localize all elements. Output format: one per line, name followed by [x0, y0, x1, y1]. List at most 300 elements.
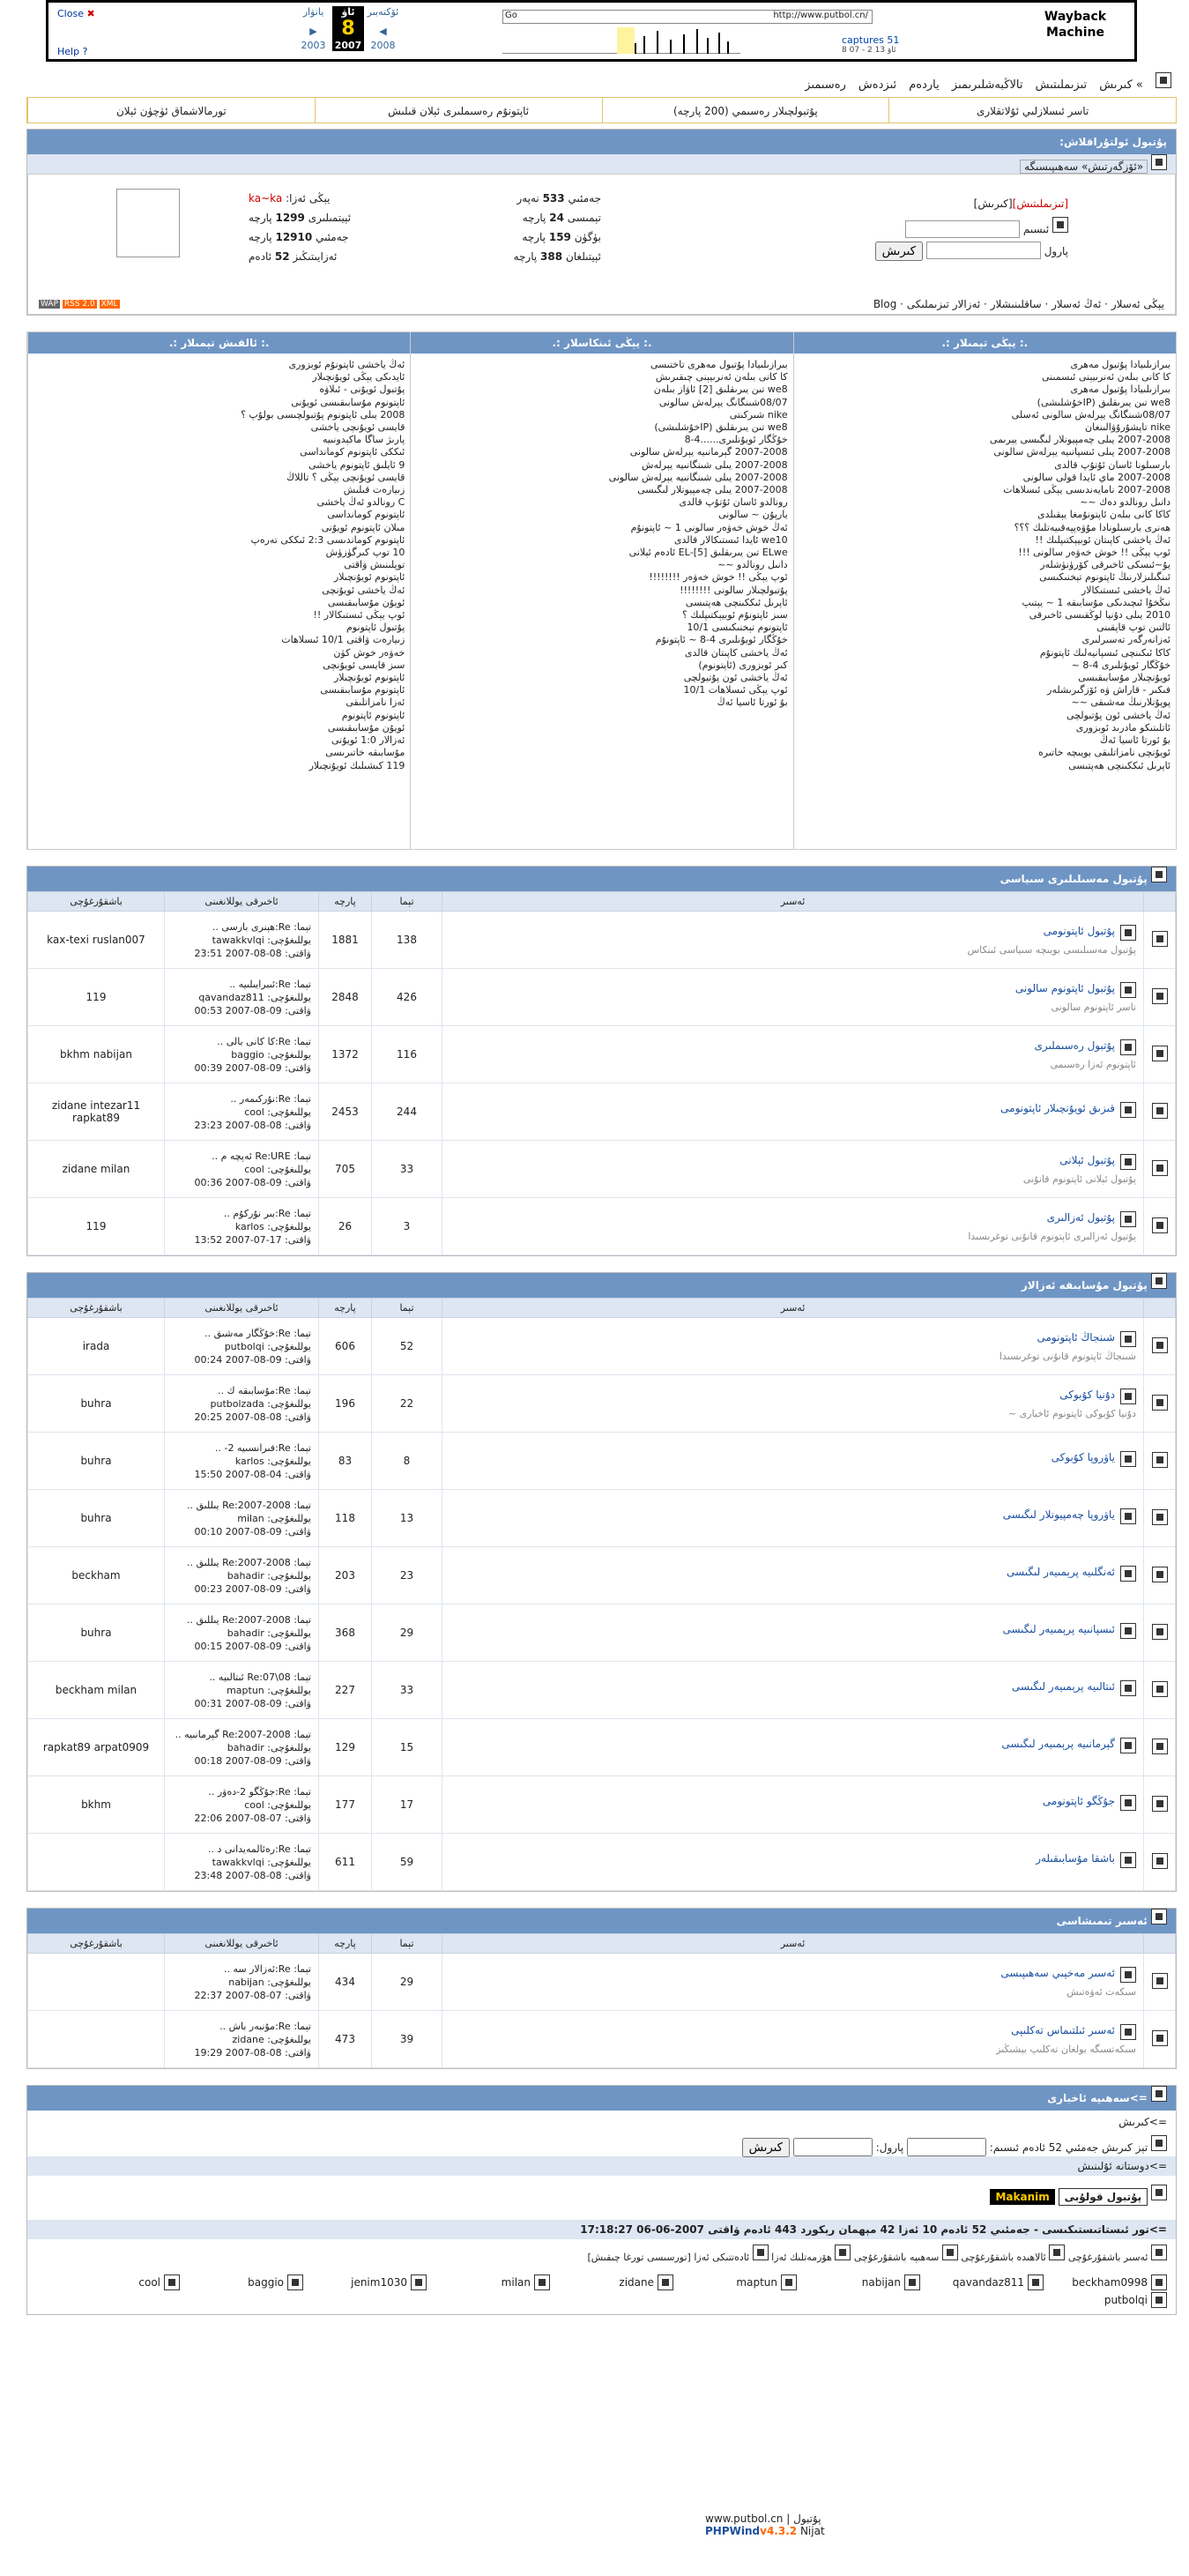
last-post-link[interactable]: تېما: Re:URE ئەپچە م ..	[212, 1150, 311, 1162]
online-user[interactable]	[180, 2274, 303, 2291]
name-label: ئىسىم	[1022, 223, 1050, 235]
forum-link[interactable]: ياۋروپا چەمپيونلار لىگىسى	[1002, 1508, 1115, 1521]
latest-topic-link[interactable]: يارپۇن ~ سالونى	[718, 509, 788, 521]
last-post-author[interactable]: يوللىغۇچى: bahadir	[227, 1569, 311, 1582]
latest-topic-link[interactable]: زىيارەت ۋاقتى 10/1 ئىسلاھات	[281, 634, 405, 646]
latest-topic-link[interactable]: قايسى ئويۇنچى يېڭى ؟ تاللاڭ	[286, 471, 405, 483]
last-post-link[interactable]: تېما: Re:ئەزالار سە ..	[224, 1962, 311, 1975]
online-user[interactable]	[427, 2274, 550, 2291]
latest-topic-link[interactable]: ئاتلىتىكو مادرىد ئوبزورى	[1075, 721, 1170, 733]
forum-link[interactable]: پۇتبول ئېلانى	[1059, 1153, 1115, 1166]
topic-count: 8	[372, 1433, 442, 1490]
latest-topic-link[interactable]: پۇتبولچىلار سالونى !!!!!!!!	[680, 584, 788, 596]
online-user[interactable]	[797, 2274, 920, 2291]
captures-count[interactable]: captures 51	[842, 34, 900, 46]
latest-topic-link[interactable]: خەۋەر خوش كۈن	[333, 646, 405, 659]
nav-item[interactable]: ئىزدەش	[858, 78, 897, 92]
post-count: 129	[319, 1719, 372, 1776]
nav-item[interactable]: ياردەم	[909, 78, 940, 92]
last-post-author[interactable]: يوللىغۇچى: cool	[244, 1106, 311, 1118]
latest-topic-link[interactable]: كاكا كانى بىلەن ئاپتونۇمغا يېقىلدى	[1037, 509, 1170, 521]
online-username[interactable]: cool	[138, 2276, 160, 2289]
register-link[interactable]: [تىزىملىتىش]	[1012, 197, 1068, 210]
forum-cell	[442, 1719, 1144, 1776]
year-prev[interactable]: 2003	[301, 40, 326, 51]
latest-topic-link[interactable]: ئوپ يېڭى ئىستىكالار !!	[313, 609, 405, 622]
forum-link[interactable]: دۇنيا كۇبوكى	[1059, 1388, 1115, 1401]
moderator-cell[interactable]: beckham milan	[28, 1662, 165, 1719]
last-post-time: ۋاقتى: 09-08-2007 00:53	[194, 1004, 311, 1016]
forum-link[interactable]: ئەنگلىيە پرېمىيەر لىگىسى	[1007, 1566, 1115, 1578]
forum-link[interactable]: جۇڭگو ئاپتونومى	[1042, 1795, 1115, 1807]
url-input[interactable]	[502, 10, 873, 24]
online-user[interactable]	[550, 2274, 673, 2291]
latest-topic-link[interactable]: 10 توپ كىرگۈزۈش	[325, 547, 405, 559]
latest-topic-link[interactable]: پوپۇنلارنىڭ مەشىقى ~~	[1071, 696, 1170, 709]
latest-topic-link[interactable]: ئەڭ ياخشى ئاپتونۇم ئوبزورى	[288, 359, 405, 370]
latest-topic-link[interactable]: ئەڭ ياخشى ئىستىكالار	[1081, 584, 1170, 596]
forum-row	[28, 1198, 1176, 1255]
online-username[interactable]: milan	[501, 2276, 531, 2289]
latest-topic-link[interactable]: ئوپ يېڭى !! خوش خەۋەر !!!!!!!!	[649, 571, 788, 584]
latest-topic-link[interactable]: رونالدو ئاسان ئۇتۇپ قالدى	[679, 496, 788, 509]
login-form	[733, 197, 1068, 261]
latest-topic-link[interactable]: خۇڭگار ئويۇنلىرى......4-8	[684, 434, 788, 446]
col-title: .: يېڭى ئىنكاسلار :.	[411, 332, 792, 354]
quick-login-button[interactable]: كىرىش	[742, 2138, 790, 2157]
user-status-icon	[164, 2274, 180, 2290]
category-title[interactable]: ئەسىر تىمىشاسى	[1056, 1915, 1148, 1927]
forum-link[interactable]: ئەسىر مەخپىي سەھىپىسى	[1000, 1966, 1115, 1979]
latest-topic-link[interactable]: ئاپتونوم مۇسابىقىسى	[320, 684, 405, 696]
announce-link[interactable]: تورمالاشماق ئۈچۈن ئېلان	[27, 98, 315, 123]
latest-topic-link[interactable]: سىز ئاپتونۇم ئوبيېكتىپلىك ؟	[681, 609, 788, 622]
forum-link[interactable]: باشقا مۇسابىقىلەر	[1036, 1852, 1115, 1865]
last-post-link[interactable]: تېما: Re:جۇڭگو 2-دەۋر ..	[208, 1785, 311, 1798]
last-post-link[interactable]: تېما: Re:مۇنبەر باش ..	[219, 2020, 311, 2032]
latest-topic-link[interactable]: خۇڭگار ئويۇنلىرى 4-8 ~	[1071, 659, 1170, 671]
post-count: 118	[319, 1490, 372, 1547]
forum-row	[28, 1026, 1176, 1083]
last-post-author[interactable]: يوللىغۇچى: cool	[244, 1798, 311, 1811]
last-post-author[interactable]: يوللىغۇچى: putbolzada	[210, 1397, 311, 1410]
latest-topic-link[interactable]: we8 تىن يىرىقلىق [2] ئاۋاز بىلەن	[653, 383, 788, 396]
latest-topic-link[interactable]: ئىنگىلىزلارنىڭ ئاپتونوم تېخنىكىسى	[1039, 571, 1170, 584]
category-title[interactable]: پۇتبول مۇسابىقە ئەزالار	[1021, 1279, 1148, 1292]
latest-topic-link[interactable]: كا كانى بىلەن ئەنرىيېنى چىقىرىش	[655, 371, 788, 383]
forum-link[interactable]: پۇتبول رەسىملىرى	[1034, 1039, 1115, 1052]
latest-topic-link[interactable]: ئەزا نامزاتلىقى	[346, 696, 405, 709]
quick-link[interactable]: يېڭى ئەسلار	[1111, 298, 1164, 310]
latest-topic-link[interactable]: C رونالدو ئەڭ ياخشى	[316, 496, 405, 509]
last-post-link[interactable]: تېما: Re:ھېنرى بارسى ..	[212, 920, 311, 933]
online-username[interactable]: nabijan	[861, 2276, 901, 2289]
latest-topic-link[interactable]: ئويۇنچى نامزاتلىقى بويىچە خاتىرە	[1038, 747, 1170, 759]
latest-topic-link[interactable]: بۇ ئورتا ئاسيا ئەڭ	[717, 696, 788, 709]
latest-topic-link[interactable]: ئەڭ ياخشى ئون پۇتبولچى	[1066, 709, 1170, 721]
last-post-author[interactable]: يوللىغۇچى: tawakkvlqi	[212, 934, 311, 946]
prev-month[interactable]: يانۋار	[302, 6, 324, 18]
category-title[interactable]: پۇتبول مەسىلىلىرى سىياسى	[1000, 873, 1148, 885]
latest-topic-link[interactable]: ئويۇن مۇسابىقىسى	[327, 596, 405, 608]
password-input[interactable]	[926, 242, 1041, 259]
next-arrow-icon[interactable]: ◀	[379, 26, 387, 37]
moderator-cell[interactable]: buhra	[28, 1433, 165, 1490]
collapse-icon[interactable]	[1151, 1909, 1167, 1925]
quick-password-input[interactable]	[793, 2138, 873, 2156]
show-online-link[interactable]: [تورسىسى تورغا چىقىش]	[587, 2252, 691, 2263]
col-header: باشقۇرغۇچى	[28, 1299, 165, 1318]
latest-topic-link[interactable]: ئوپ يېڭى !! خوش خەۋەر سالونى !!!	[1018, 547, 1170, 559]
latest-topic-link[interactable]: 2007-2008 نامايەندىسى يېڭى ئىسلاھات	[1003, 484, 1170, 496]
last-post-link[interactable]: تېما: Re:ئىبرايىلىيە ..	[229, 978, 311, 990]
forum-link[interactable]: قىزىق ئويۇنچىلار ئاپتونومى	[1000, 1102, 1115, 1114]
latest-topic-link[interactable]: بارسىلونا ئاسان ئۇتۇپ قالدى	[1054, 458, 1170, 471]
last-post-link[interactable]: تېما: Re:رەئالمەيدانى د ..	[207, 1843, 311, 1855]
latest-topic-link[interactable]: we8 تىن يىرىقلىق (IPخۇشلىشى)	[1037, 396, 1170, 408]
last-post-cell	[165, 1776, 319, 1834]
last-post-author[interactable]: يوللىغۇچى: bahadir	[227, 1627, 311, 1639]
current-day: 8	[332, 18, 364, 40]
topic-count: 13	[372, 1490, 442, 1547]
latest-topic-link[interactable]: nike تاپشۇرۇۋالىنغان	[1085, 421, 1170, 434]
last-post-author[interactable]: يوللىغۇچى: karlos	[234, 1455, 311, 1467]
latest-topic-link[interactable]: زىيارەت قىلىش	[343, 484, 405, 496]
online-user[interactable]	[673, 2274, 797, 2291]
announce-link[interactable]: تاسر ئىسلازلىي ئۇلاتقلارى	[888, 98, 1176, 123]
forum-link[interactable]: ئىسپانىيە پرېمىيەر لىگىسى	[1002, 1623, 1115, 1635]
topic-count: 52	[372, 1318, 442, 1375]
next-month[interactable]: ئۆكتەبىر	[367, 6, 399, 18]
last-post-link[interactable]: تېما: Re:فىرانسىيە 2- ..	[214, 1441, 311, 1454]
forum-link[interactable]: ئەسىر ئىلتىماس تەكلىپى	[1011, 2023, 1115, 2036]
latest-topic-link[interactable]: مىلان ئاپتونوم ئويۇنى	[321, 521, 405, 533]
nav-item[interactable]: رەسىمىز	[805, 78, 846, 92]
quick-login-label: تېز كىرىش جەمئىي 52 ئادەم	[1022, 2141, 1148, 2154]
site-link[interactable]: www.putbol.cn	[705, 2513, 784, 2525]
last-post-link[interactable]: تېما: Re:07\08 ئىتالىيە ..	[209, 1671, 311, 1683]
user-status-icon	[287, 2274, 303, 2290]
forum-row	[28, 1604, 1176, 1662]
last-post-time: ۋاقتى: 09-08-2007 00:31	[194, 1697, 311, 1709]
moderator-cell[interactable]: 119	[28, 969, 165, 1026]
capture-sparkline[interactable]	[502, 27, 740, 54]
last-post-author[interactable]: يوللىغۇچى: qavandaz811	[198, 991, 311, 1003]
latest-topic-link[interactable]: يۇ~ئىسكى ئاخىرقى كۆرۈنۈشلەر	[1040, 559, 1170, 571]
captures-info	[842, 34, 899, 55]
quick-username-input[interactable]	[907, 2138, 986, 2156]
last-post-author[interactable]: يوللىغۇچى: baggio	[231, 1048, 311, 1061]
latest-topic-link[interactable]: توپلىنىش ۋاقتى	[344, 559, 405, 571]
latest-topic-link[interactable]: ئەڭ ياخشى ئون پۇتبولچى	[683, 672, 788, 684]
latest-topic-link[interactable]: دانىل رونالدو دەك ~~	[1080, 496, 1170, 509]
close-icon[interactable]: ✖	[86, 8, 95, 19]
forum-desc: دۇنيا كۇبوكى ئاپتونوم ئاخبارى ~	[1007, 1407, 1136, 1419]
online-user[interactable]	[303, 2274, 427, 2291]
latest-topic-link[interactable]: 08/07شىنگانگ يېرلەش سالونى	[658, 396, 788, 408]
forum-status-icon	[1152, 988, 1168, 1004]
close-link[interactable]: Close	[57, 8, 84, 19]
login-sub-text[interactable]: «ئۆزگەرتىش» سەھىپىسىگە	[1020, 160, 1148, 174]
moderator-cell[interactable]	[28, 1954, 165, 2011]
hot-topics-col	[27, 332, 410, 849]
latest-topic-link[interactable]: we10 ئايدا ئىستىكالار قالدى	[673, 533, 788, 546]
latest-topic-link[interactable]: nike شىركىتى	[729, 408, 788, 421]
latest-topic-link[interactable]: 2007-2008 يىلى شىنگانىيە يېرلەش سالونى	[608, 471, 788, 483]
moderator-cell[interactable]: buhra	[28, 1604, 165, 1662]
forum-status-cell	[1144, 912, 1176, 969]
last-post-link[interactable]: تېما: Re:2007-2008 يىللىق ..	[186, 1613, 311, 1626]
last-post-author[interactable]: يوللىغۇچى: nabijan	[228, 1976, 311, 1988]
forum-icon	[1120, 1680, 1136, 1696]
go-button[interactable]: Go	[505, 11, 517, 20]
last-post-author[interactable]: يوللىغۇچى: zidane	[232, 2033, 311, 2045]
last-post-cell	[165, 1198, 319, 1255]
friend-link[interactable]: Makanim	[990, 2189, 1054, 2205]
online-username[interactable]: qavandaz811	[952, 2276, 1024, 2289]
online-user[interactable]	[56, 2274, 180, 2291]
rss-badge[interactable]: RSS 2.0	[63, 300, 95, 309]
moderator-cell[interactable]: rapkat89 arpat0909	[28, 1719, 165, 1776]
online-username[interactable]: putbolqi	[1104, 2294, 1148, 2306]
latest-topic-link[interactable]: ئاپتونوم كوماندىسى 2:3 ئىككى تەرەپ	[250, 533, 405, 546]
latest-topic-link[interactable]: 2010 يىلى دۇنيا لوڭقىسى ئاخىرقى	[1029, 609, 1170, 622]
nav-item[interactable]: تىزىملىتىش	[1035, 78, 1088, 92]
latest-topic-link[interactable]: 2007-2008 گېرمانىيە يېرلەش سالونى	[629, 446, 788, 458]
last-post-cell	[165, 1433, 319, 1490]
latest-topic-link[interactable]: ئەزانەرگەر تەسىرلىرى	[1081, 634, 1170, 646]
last-post-author[interactable]: يوللىغۇچى: milan	[237, 1512, 311, 1524]
friend-link[interactable]: پۇتبول قولۇبى	[1059, 2188, 1148, 2206]
latest-topic-link[interactable]: 08/07شىنگانگ يېرلەش سالونى ئەسلى	[1011, 408, 1170, 421]
last-post-author[interactable]: يوللىغۇچى: maptun	[227, 1684, 311, 1696]
latest-topic-link[interactable]: 2007-2008 ماي ئايدا قولى سالونى	[1022, 471, 1170, 483]
col-header	[1144, 892, 1176, 912]
latest-topic-link[interactable]: ئاپرىل ئىككىنچى ھەپتىسى	[685, 596, 788, 608]
latest-topic-link[interactable]: ئەزالار 1:0 ئويۇنى	[331, 734, 405, 747]
forum-cell	[442, 1490, 1144, 1547]
category-header	[27, 1273, 1176, 1298]
forum-icon	[1120, 1566, 1136, 1582]
collapse-icon[interactable]	[1151, 1273, 1167, 1289]
online-username[interactable]: zidane	[619, 2276, 654, 2289]
last-post-author[interactable]: يوللىغۇچى: karlos	[234, 1220, 311, 1232]
latest-topic-link[interactable]: ئاپتونوم ئويۇنچىلار	[333, 571, 405, 584]
last-post-author[interactable]: يوللىغۇچى: bahadir	[227, 1741, 311, 1753]
last-post-link[interactable]: تېما: Re:مۇسابىقە ك ..	[218, 1384, 311, 1396]
legend-icon	[753, 2245, 769, 2260]
forum-status-cell	[1144, 969, 1176, 1026]
latest-topic-link[interactable]: ئاپتونوم مۇسابىقىسى ئويۇنى	[291, 396, 405, 408]
help-icon[interactable]: ?	[82, 46, 88, 57]
latest-topic-link[interactable]: مۇسابىقە خاتىرىسى	[325, 747, 405, 759]
latest-topic-link[interactable]: 2008 يىلى ئاپتونوم پۇتبولچىسى بولۇپ ؟	[241, 408, 405, 421]
moderator-cell[interactable]	[28, 1834, 165, 1891]
online-username[interactable]: maptun	[736, 2276, 777, 2289]
moderator-cell[interactable]: 119	[28, 1198, 165, 1255]
latest-topic-link[interactable]: كىر ئوبزورى (ئاپتونوم)	[698, 659, 788, 671]
login-body	[27, 174, 1176, 315]
latest-topic-link[interactable]: 2007-2008 يىلى ئىسپانىيە يېرلەش سالونى	[993, 446, 1170, 458]
col-header: تېما	[372, 1934, 442, 1954]
moderator-cell[interactable]: bkhm nabijan	[28, 1026, 165, 1083]
moderator-cell[interactable]: zidane intezar11 rapkat89	[28, 1083, 165, 1141]
latest-topic-link[interactable]: 2007-2008 يىلى چەمپيونلار لىگىسى	[637, 484, 788, 496]
latest-topic-link[interactable]: بىرازىلىيادا پۇتبول مەھرى تاختىسى	[650, 359, 788, 370]
online-user[interactable]	[1044, 2274, 1167, 2291]
quick-link[interactable]: ساقلىنىشلار	[990, 298, 1042, 310]
latest-topic-link[interactable]: سىز قايسى ئويۇنچى	[323, 659, 405, 671]
last-post-link[interactable]: تېما: Re:بىر نۇركۇم ..	[223, 1207, 311, 1219]
latest-topic-link[interactable]: فىكىر - قاراش ۋە ئۆزگىرىشلەر	[1047, 684, 1170, 696]
topic-count: 17	[372, 1776, 442, 1834]
latest-topic-link[interactable]: بىرازىلىيادا پۇتبول مەھرى	[1070, 359, 1170, 370]
last-post-author[interactable]: يوللىغۇچى: cool	[244, 1163, 311, 1175]
moderator-cell[interactable]: buhra	[28, 1375, 165, 1433]
forum-stats: جەمئىي 533 نەپەر يېڭى ئەزا: ka~ka تېمىسى 24 پارچە ئېيتمىلىرى 1299 پارچە بۈگۈن 159 پارچە جەمئىي 12910 پارچە ئېيتىلغان 388 پارچە ئەزايىتىڭىز 52 ئادەم	[249, 192, 601, 263]
forum-link[interactable]: پۇتبول ئاپتونوم سالونى	[1014, 981, 1115, 994]
online-legend: ئەسىر باشقۇرغۇچى ئالاھىدە باشقۇرغۇچى سەھىپە باشقۇرغۇچى ھۆرمەتلىك ئەزا ئادەتتىكى ئەزا [تورسىسى تورغا چىقىش]	[27, 2239, 1176, 2268]
latest-topic-link[interactable]: ئاپتونوم ئويۇنچىلار	[333, 672, 405, 684]
latest-topic-link[interactable]: پۇتبول ئاپتونوم	[346, 622, 405, 634]
moderator-cell[interactable]: irada	[28, 1318, 165, 1375]
forum-link[interactable]: شىنجاڭ ئاپتونومى	[1037, 1330, 1115, 1344]
latest-topic-link[interactable]: قايسى ئويۇنچى ياخشى	[310, 421, 405, 434]
forum-status-icon	[1152, 1160, 1168, 1176]
latest-topic-link[interactable]: ھەنرى بارسىلونادا مۇۋەپپەقىيەتلىك ؟؟؟	[1014, 521, 1170, 533]
latest-topic-link[interactable]: ئەڭ ياخشى ئويۇنچى	[322, 584, 405, 596]
latest-topic-link[interactable]: 119 كىشىلىك ئويۇنچىلار	[308, 759, 405, 771]
forum-link[interactable]: پۇتبول ئەزالىرى	[1046, 1210, 1115, 1224]
nav-item[interactable]: تالاڭبەشلىرىمىز	[951, 78, 1023, 92]
latest-topic-link[interactable]: ئايدىكى يېڭى ئويۇنچىلار	[312, 371, 405, 383]
online-username[interactable]: baggio	[248, 2276, 284, 2289]
latest-topic-link[interactable]: ئاپتونوم تېخنىكىسى 10/1	[687, 622, 788, 634]
col-header: تېما	[372, 892, 442, 912]
friends-icon	[1151, 2185, 1167, 2200]
latest-topic-link[interactable]: نىڭخۇا ئىچىدىكى مۇسابىقە 1 ~ يېتىپ	[1022, 596, 1170, 608]
last-post-link[interactable]: تېما: Re:2007-2008 يىللىق ..	[186, 1556, 311, 1568]
year-next[interactable]: 2008	[370, 40, 396, 51]
wap-badge[interactable]: WAP	[41, 300, 58, 309]
last-post-link[interactable]: تېما: Re:2007-2008 گېرمانىيە ..	[175, 1728, 311, 1740]
latest-topic-link[interactable]: 2007-2008 يىلى شىنگانىيە يېرلەش	[642, 458, 788, 471]
latest-topic-link[interactable]: 2007-2008 يىلى چەمپيونلار لىگىسى يېرىمى	[989, 434, 1170, 446]
latest-topic-link[interactable]: ئاپتونوم ئاپتونوم	[341, 709, 405, 721]
forum-icon	[1120, 1795, 1136, 1811]
forum-cell	[442, 1954, 1144, 2011]
latest-topic-link[interactable]: ELwe تىن يىرىقلىق [5]-EL ئادەم ئېلانى	[628, 547, 788, 559]
latest-topic-link[interactable]: دانىل رونالدو ~~	[717, 559, 788, 571]
moderator-cell[interactable]: buhra	[28, 1490, 165, 1547]
last-post-link[interactable]: تېما: Re:خۇڭگار مەشىق ..	[204, 1327, 311, 1339]
latest-topic-link[interactable]: ئويۇنچىلار مۇسابىقىسى	[1078, 672, 1170, 684]
latest-topic-link[interactable]: ئاپتونوم كومانداسى	[327, 509, 405, 521]
latest-topic-link[interactable]: ئەڭ ياخشى كاپىتان قالدى	[684, 646, 788, 659]
forum-link[interactable]: ئىتالىيە پرېمىيەر لىگىسى	[1011, 1680, 1115, 1693]
latest-topic-link[interactable]: ئوپ يېڭى ئىسلاھات 10/1	[683, 684, 788, 696]
online-username[interactable]: jenim1030	[351, 2276, 407, 2289]
last-post-link[interactable]: تېما: Re:نۇركىمەر ..	[230, 1092, 311, 1105]
forum-link[interactable]: پۇتبول ئاپتونومى	[1043, 924, 1115, 937]
collapse-icon[interactable]	[1151, 867, 1167, 882]
moderator-cell[interactable]: kax-texi ruslan007	[28, 912, 165, 969]
online-user[interactable]	[1044, 2291, 1167, 2309]
online-username[interactable]: beckham0998	[1072, 2276, 1148, 2289]
latest-member-link[interactable]: ka~ka	[249, 192, 283, 205]
moderator-cell[interactable]	[28, 2011, 165, 2068]
post-count: 606	[319, 1318, 372, 1375]
login-button[interactable]: كىرىش	[875, 242, 923, 261]
prev-arrow-icon[interactable]: ▶	[309, 26, 317, 37]
forum-icon	[1120, 925, 1136, 941]
latest-topic-link[interactable]: ئەڭ خوش خەۋەر سالونى 1 ~ ئاپتونۇم	[630, 521, 788, 533]
quick-link[interactable]: Blog	[873, 298, 897, 310]
engine-name[interactable]: PHPWind	[705, 2525, 761, 2537]
login-link[interactable]: [كىرىش]	[973, 197, 1013, 210]
category-header	[27, 867, 1176, 891]
latest-topic-link[interactable]: ئەڭ ياخشى كاپىتان ئوبيېكتىپلىك !!	[1035, 533, 1170, 546]
announce-link[interactable]: ئاپتونۇم رەسىملىرى ئېلان قىلىش	[315, 98, 602, 123]
post-count: 177	[319, 1776, 372, 1834]
topic-count: 22	[372, 1375, 442, 1433]
latest-topic-link[interactable]: پارىژ ساگا ماكېدونىيە	[322, 434, 405, 446]
last-post-author[interactable]: يوللىغۇچى: tawakkvlqi	[212, 1856, 311, 1868]
forum-category	[26, 866, 1177, 1256]
moderator-cell[interactable]: zidane milan	[28, 1141, 165, 1198]
forum-cell	[442, 969, 1144, 1026]
latest-topic-link[interactable]: پۇتبول ئويۇنى - ئىلاۋە	[319, 383, 405, 396]
last-post-cell	[165, 1834, 319, 1891]
latest-topic-link[interactable]: ئىككى ئاپتونوم كومانداسى	[300, 446, 405, 458]
quick-link[interactable]: ئەڭ ئەسلار	[1052, 298, 1102, 310]
collapse-icon[interactable]	[1151, 2086, 1167, 2102]
latest-topic-link[interactable]: بۇ ئورتا ئاسيا ئەڭ	[1099, 734, 1170, 747]
last-post-link[interactable]: تېما: Re:2007-2008 يىللىق ..	[186, 1499, 311, 1511]
announce-link[interactable]: پۇتبولچىلار رەسىمي (200 پارچە)	[602, 98, 889, 123]
latest-topic-link[interactable]: ئاپرىل ئىككىنچى ھەپتىسى	[1068, 759, 1170, 771]
quick-link[interactable]: ئەزالار تىزىملىكى	[906, 298, 981, 310]
last-post-link[interactable]: تېما: Re:كا كانى بالى ..	[217, 1035, 311, 1047]
latest-topic-link[interactable]: we8 تىن يىرىقلىق (IPخۇشلىشى)	[654, 421, 788, 434]
xml-badge[interactable]: XML	[100, 300, 118, 309]
latest-topic-link[interactable]: بىرازىلىيادا پۇتبول مەھرى	[1070, 383, 1170, 396]
latest-topic-link[interactable]: ئويۇن مۇسابىقىسى	[327, 721, 405, 733]
nav-item[interactable]: » كىرىش	[1099, 78, 1143, 92]
forum-status-cell	[1144, 1318, 1176, 1375]
username-input[interactable]	[905, 220, 1020, 238]
last-post-cell	[165, 1318, 319, 1375]
online-user[interactable]	[920, 2274, 1044, 2291]
latest-topic-link[interactable]: كا كانى بىلەن ئەنرىيېنى ئىسمىنى	[1041, 371, 1170, 383]
moderator-cell[interactable]: beckham	[28, 1547, 165, 1604]
latest-topic-link[interactable]: كاكا ئىكىنچى ئىسپانيەلىك ئاپتونۇم	[1039, 646, 1170, 659]
col-header: ئەسىر	[442, 1299, 1144, 1318]
forum-link[interactable]: ياۋروپا كۇبوكى	[1051, 1451, 1115, 1463]
forum-status-cell	[1144, 1141, 1176, 1198]
latest-topic-link[interactable]: خۇڭگار ئويۇنلىرى 4-8 ~ ئاپتونۇم	[655, 634, 788, 646]
help-link[interactable]: Help	[57, 46, 80, 57]
last-post-author[interactable]: يوللىغۇچى: putbolqi	[224, 1340, 311, 1352]
forum-link[interactable]: گېرمانىيە پرېمىيەر لىگىسى	[1001, 1738, 1115, 1750]
forum-status-icon	[1152, 1452, 1168, 1468]
moderator-cell[interactable]: bkhm	[28, 1776, 165, 1834]
last-post-cell	[165, 1026, 319, 1083]
latest-topic-link[interactable]: ئالتىن توپ قاپقىنى	[1096, 622, 1170, 634]
forum-status-cell	[1144, 1375, 1176, 1433]
forum-row	[28, 1834, 1176, 1891]
latest-topic-link[interactable]: 9 ئايلىق ئاپتونوم ياخشى	[308, 458, 405, 471]
